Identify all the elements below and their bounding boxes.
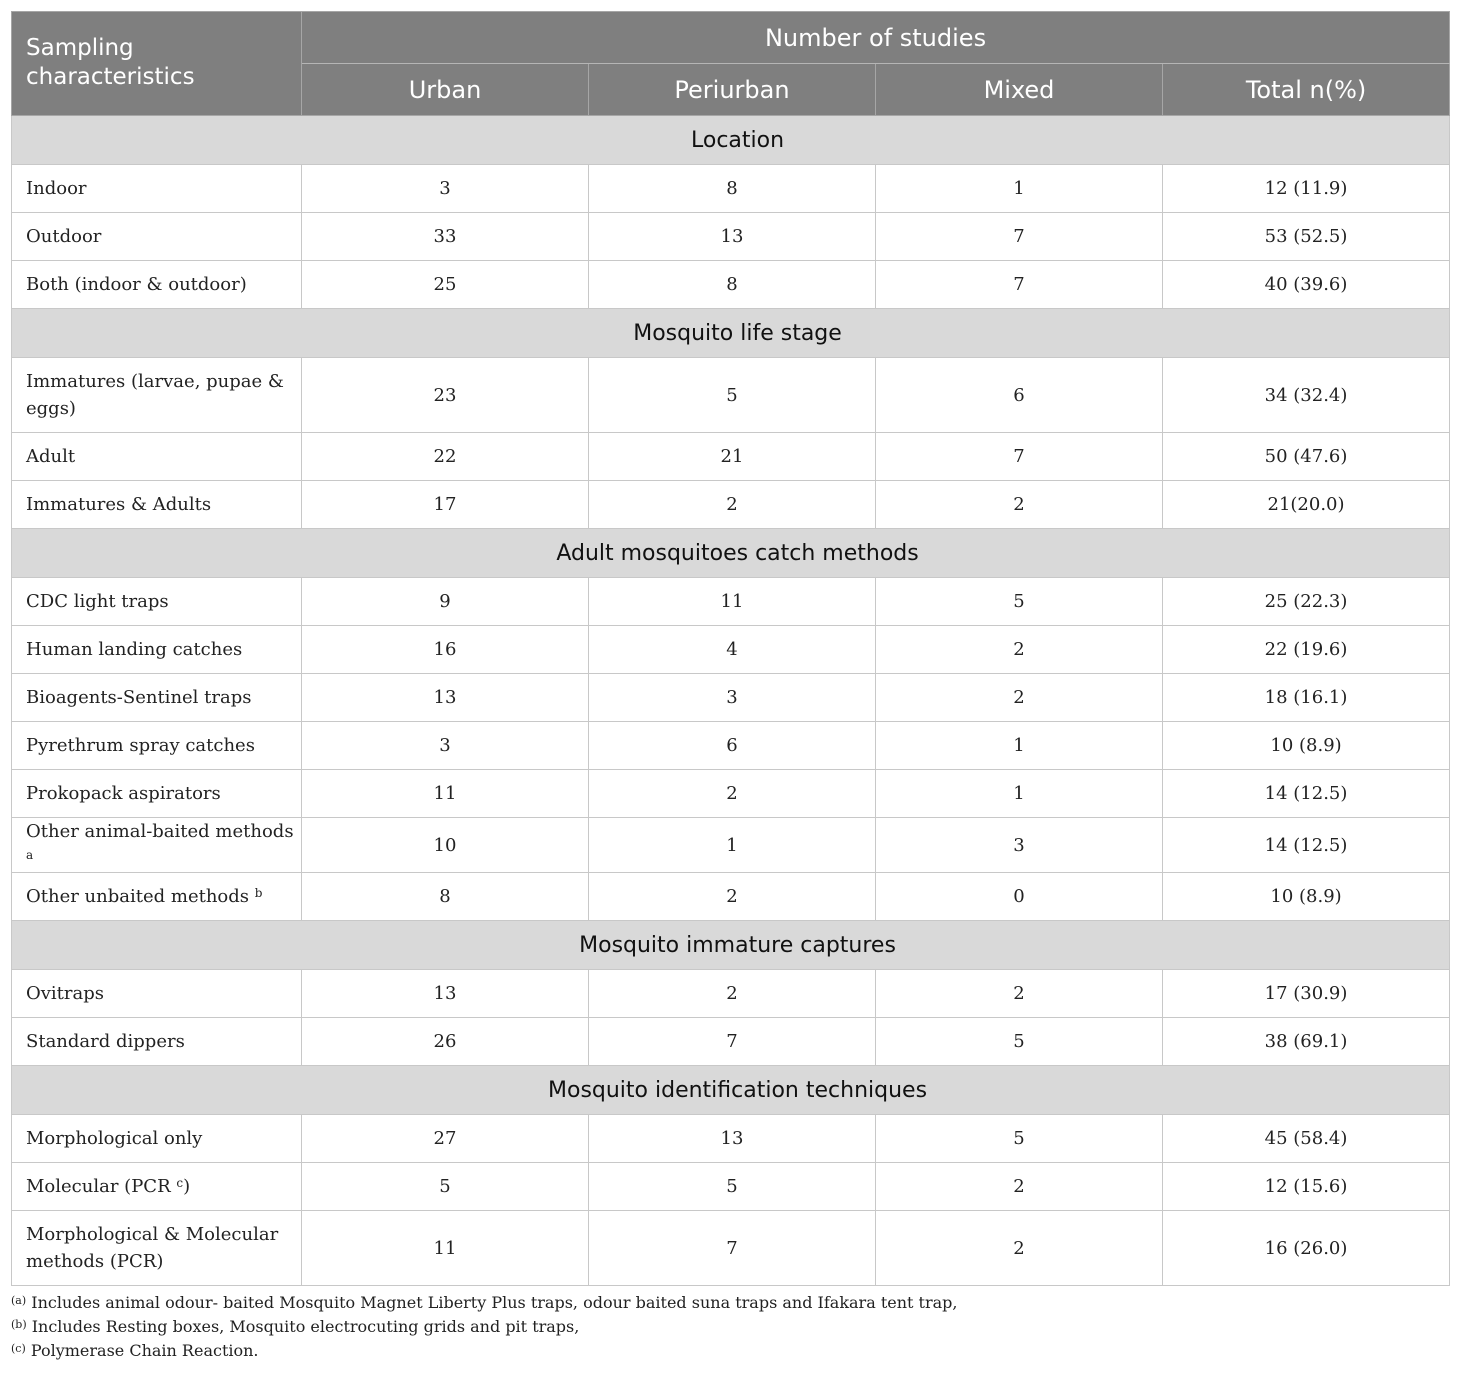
table-row	[12, 970, 1450, 1018]
table-row	[12, 674, 1450, 722]
cell-urban: 13	[302, 674, 589, 722]
footnote-marker: b	[254, 886, 263, 900]
cell-periurban: 7	[589, 1018, 876, 1066]
cell-total: 34 (32.4)	[1163, 358, 1450, 433]
column-header-mixed: Mixed	[876, 64, 1163, 116]
row-label-text: Prokopack aspirators	[26, 783, 221, 804]
cell-periurban: 4	[589, 626, 876, 674]
row-label	[12, 261, 302, 309]
footnote-text: Polymerase Chain Reaction.	[25, 1341, 259, 1360]
cell-urban: 33	[302, 213, 589, 261]
row-label-text: Immatures (larvae, pupae & eggs)	[26, 371, 284, 419]
footnote	[11, 1315, 1449, 1339]
section-title: Mosquito life stage	[12, 309, 1450, 358]
cell-urban: 9	[302, 578, 589, 626]
table-row	[12, 1163, 1450, 1211]
cell-urban: 11	[302, 770, 589, 818]
row-label	[12, 873, 302, 921]
cell-periurban: 3	[589, 674, 876, 722]
cell-mixed: 0	[876, 873, 1163, 921]
footnote-mark: (a)	[11, 1294, 27, 1307]
section-header-row	[12, 921, 1450, 970]
cell-periurban: 6	[589, 722, 876, 770]
row-label	[12, 481, 302, 529]
sampling-characteristics-table	[11, 11, 1450, 1286]
footnote	[11, 1339, 1449, 1363]
cell-periurban: 1	[589, 818, 876, 873]
table-row	[12, 213, 1450, 261]
section-header-row	[12, 116, 1450, 165]
cell-periurban: 13	[589, 1115, 876, 1163]
table-row	[12, 1115, 1450, 1163]
cell-urban: 10	[302, 818, 589, 873]
row-label-text: Standard dippers	[26, 1031, 185, 1052]
cell-urban: 3	[302, 722, 589, 770]
row-label-text: Immatures & Adults	[26, 494, 212, 515]
table-header	[12, 12, 1450, 116]
group-header: Number of studies	[302, 12, 1450, 64]
row-label-text: Indoor	[26, 178, 87, 199]
cell-urban: 8	[302, 873, 589, 921]
cell-mixed: 1	[876, 165, 1163, 213]
column-header-total: Total n(%)	[1163, 64, 1450, 116]
cell-urban: 11	[302, 1211, 589, 1286]
cell-mixed: 5	[876, 578, 1163, 626]
row-label	[12, 626, 302, 674]
cell-total: 10 (8.9)	[1163, 873, 1450, 921]
cell-total: 14 (12.5)	[1163, 818, 1450, 873]
row-label	[12, 1163, 302, 1211]
cell-total: 12 (15.6)	[1163, 1163, 1450, 1211]
cell-mixed: 2	[876, 1163, 1163, 1211]
cell-urban: 25	[302, 261, 589, 309]
table-row	[12, 578, 1450, 626]
cell-mixed: 2	[876, 674, 1163, 722]
cell-mixed: 7	[876, 433, 1163, 481]
cell-periurban: 2	[589, 481, 876, 529]
cell-periurban: 8	[589, 261, 876, 309]
cell-total: 22 (19.6)	[1163, 626, 1450, 674]
cell-periurban: 5	[589, 1163, 876, 1211]
row-label-text: Outdoor	[26, 226, 102, 247]
cell-total: 25 (22.3)	[1163, 578, 1450, 626]
section-header-row	[12, 309, 1450, 358]
cell-mixed: 2	[876, 1211, 1163, 1286]
cell-total: 50 (47.6)	[1163, 433, 1450, 481]
cell-mixed: 1	[876, 722, 1163, 770]
table-container	[11, 11, 1449, 1363]
row-label-suffix: )	[183, 1176, 191, 1197]
cell-total: 21(20.0)	[1163, 481, 1450, 529]
row-label	[12, 433, 302, 481]
table-row	[12, 261, 1450, 309]
cell-mixed: 6	[876, 358, 1163, 433]
row-label	[12, 1115, 302, 1163]
cell-mixed: 1	[876, 770, 1163, 818]
cell-total: 12 (11.9)	[1163, 165, 1450, 213]
section-title: Adult mosquitoes catch methods	[12, 529, 1450, 578]
row-label-text: Morphological only	[26, 1128, 203, 1149]
cell-total: 18 (16.1)	[1163, 674, 1450, 722]
cell-mixed: 3	[876, 818, 1163, 873]
footnote-mark: (c)	[11, 1342, 26, 1355]
table-row	[12, 165, 1450, 213]
cell-periurban: 2	[589, 873, 876, 921]
cell-urban: 27	[302, 1115, 589, 1163]
row-label	[12, 818, 302, 873]
footnote-text: Includes animal odour- baited Mosquito Magnet Liberty Plus traps, odour baited suna traps and Ifakara tent trap,	[26, 1293, 958, 1312]
row-label-text: Molecular (PCR	[26, 1176, 177, 1197]
cell-urban: 13	[302, 970, 589, 1018]
table-row	[12, 481, 1450, 529]
cell-total: 10 (8.9)	[1163, 722, 1450, 770]
cell-periurban: 11	[589, 578, 876, 626]
cell-periurban: 2	[589, 970, 876, 1018]
cell-mixed: 2	[876, 626, 1163, 674]
cell-urban: 5	[302, 1163, 589, 1211]
footnote-mark: (b)	[11, 1318, 27, 1331]
row-label	[12, 578, 302, 626]
cell-mixed: 2	[876, 970, 1163, 1018]
table-row	[12, 818, 1450, 873]
table-row	[12, 873, 1450, 921]
footnote-marker: c	[176, 1176, 184, 1190]
row-label-text: Other unbaited methods	[26, 886, 255, 907]
cell-total: 53 (52.5)	[1163, 213, 1450, 261]
row-label	[12, 213, 302, 261]
cell-periurban: 13	[589, 213, 876, 261]
cell-urban: 16	[302, 626, 589, 674]
table-row	[12, 770, 1450, 818]
section-title: Location	[12, 116, 1450, 165]
corner-header: Sampling characteristics	[12, 12, 302, 116]
cell-mixed: 7	[876, 261, 1163, 309]
table-row	[12, 626, 1450, 674]
cell-mixed: 2	[876, 481, 1163, 529]
footnote	[11, 1291, 1449, 1315]
cell-periurban: 21	[589, 433, 876, 481]
table-row	[12, 1018, 1450, 1066]
row-label	[12, 1018, 302, 1066]
row-label	[12, 674, 302, 722]
cell-urban: 3	[302, 165, 589, 213]
row-label	[12, 722, 302, 770]
cell-total: 38 (69.1)	[1163, 1018, 1450, 1066]
row-label	[12, 1211, 302, 1286]
cell-urban: 23	[302, 358, 589, 433]
row-label-text: Human landing catches	[26, 639, 243, 660]
section-title: Mosquito identification techniques	[12, 1066, 1450, 1115]
cell-mixed: 5	[876, 1115, 1163, 1163]
row-label-text: Ovitraps	[26, 983, 105, 1004]
row-label-text: Bioagents-Sentinel traps	[26, 687, 252, 708]
cell-periurban: 7	[589, 1211, 876, 1286]
table-row	[12, 433, 1450, 481]
cell-total: 17 (30.9)	[1163, 970, 1450, 1018]
table-row	[12, 1211, 1450, 1286]
section-header-row	[12, 529, 1450, 578]
cell-urban: 22	[302, 433, 589, 481]
section-title: Mosquito immature captures	[12, 921, 1450, 970]
column-header-periurban: Periurban	[589, 64, 876, 116]
section-header-row	[12, 1066, 1450, 1115]
cell-total: 14 (12.5)	[1163, 770, 1450, 818]
row-label	[12, 358, 302, 433]
row-label	[12, 970, 302, 1018]
row-label-text: Adult	[26, 446, 76, 467]
footnote-text: Includes Resting boxes, Mosquito electrocuting grids and pit traps,	[26, 1317, 580, 1336]
cell-mixed: 5	[876, 1018, 1163, 1066]
row-label-text: Morphological & Molecular methods (PCR)	[26, 1224, 279, 1272]
row-label	[12, 165, 302, 213]
cell-periurban: 5	[589, 358, 876, 433]
cell-mixed: 7	[876, 213, 1163, 261]
footnotes	[11, 1291, 1449, 1363]
cell-urban: 26	[302, 1018, 589, 1066]
cell-total: 40 (39.6)	[1163, 261, 1450, 309]
cell-periurban: 2	[589, 770, 876, 818]
column-header-urban: Urban	[302, 64, 589, 116]
table-row	[12, 722, 1450, 770]
row-label-text: Other animal-baited methods	[26, 821, 294, 842]
row-label-text: Both (indoor & outdoor)	[26, 274, 247, 295]
table-row	[12, 358, 1450, 433]
table-body	[12, 116, 1450, 1286]
row-label	[12, 770, 302, 818]
cell-total: 45 (58.4)	[1163, 1115, 1450, 1163]
row-label-text: Pyrethrum spray catches	[26, 735, 255, 756]
cell-urban: 17	[302, 481, 589, 529]
row-label-text: CDC light traps	[26, 591, 169, 612]
cell-periurban: 8	[589, 165, 876, 213]
cell-total: 16 (26.0)	[1163, 1211, 1450, 1286]
footnote-marker: a	[26, 848, 34, 862]
